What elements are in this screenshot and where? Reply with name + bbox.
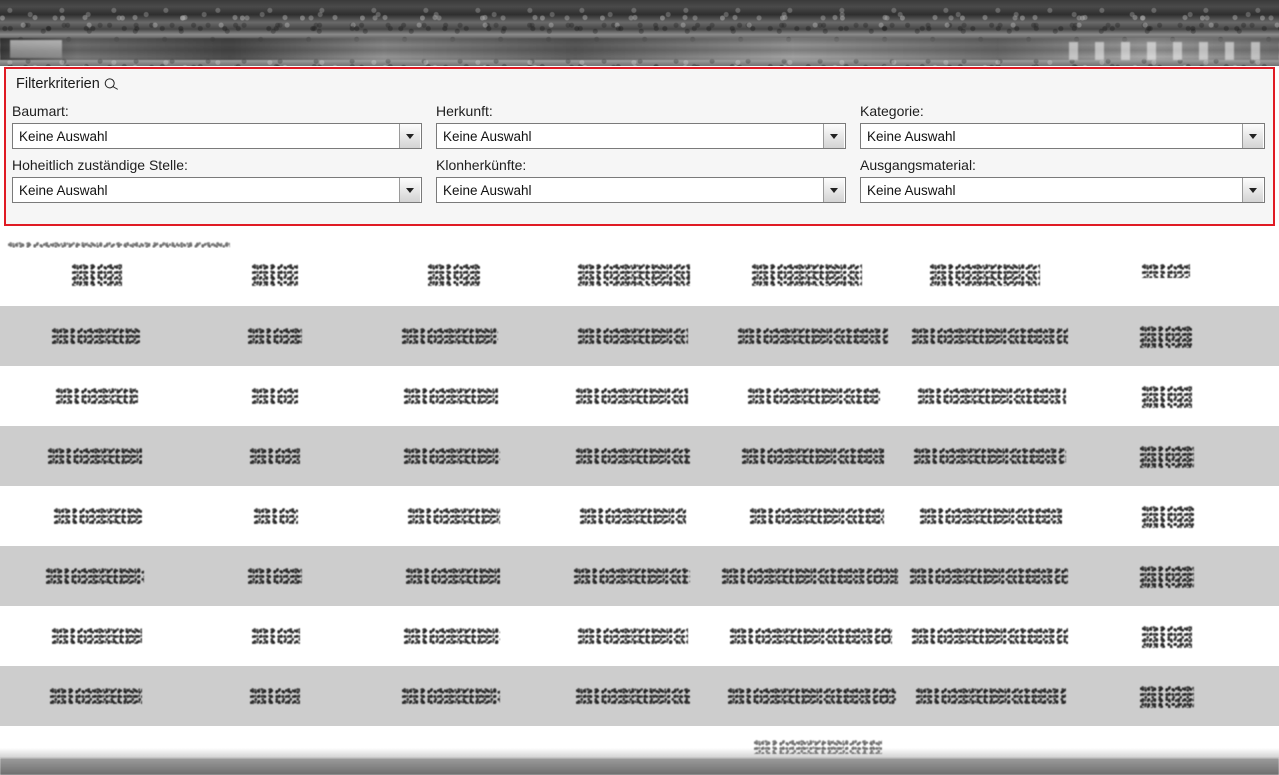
filter-panel-title-text: Filterkriterien (16, 76, 100, 92)
table-header-row (0, 248, 1279, 306)
select-value-herkunft: Keine Auswahl (443, 128, 532, 144)
select-herkunft[interactable] (436, 123, 846, 149)
table-row[interactable] (0, 486, 1279, 546)
chrome-toolbar-icons[interactable] (1069, 42, 1269, 60)
browser-chrome-obscured (0, 0, 1279, 66)
chevron-down-icon[interactable] (823, 178, 844, 202)
filter-fields-grid (6, 103, 1273, 203)
chevron-down-icon[interactable] (823, 124, 844, 148)
select-hoheitlich-zustaendige-stelle[interactable] (12, 177, 422, 203)
chevron-down-icon[interactable] (1242, 124, 1263, 148)
select-klonherkuenfte[interactable] (436, 177, 846, 203)
field-kategorie (854, 103, 1273, 149)
table-row[interactable] (0, 366, 1279, 426)
field-label-kategorie: Kategorie: (860, 103, 924, 119)
table-row[interactable] (0, 426, 1279, 486)
page-bottom-fade (0, 748, 1279, 758)
field-label-baumart: Baumart: (12, 103, 69, 119)
field-ausgangsmaterial (854, 157, 1273, 203)
table-row[interactable] (0, 306, 1279, 366)
table-row[interactable] (0, 666, 1279, 726)
field-klonherkuenfte (430, 157, 854, 203)
select-value-kategorie: Keine Auswahl (867, 128, 956, 144)
select-baumart[interactable] (12, 123, 422, 149)
table-row[interactable] (0, 546, 1279, 606)
select-value-baumart: Keine Auswahl (19, 128, 108, 144)
field-label-hoheitlich-zustaendige-stelle: Hoheitlich zuständige Stelle: (12, 157, 188, 173)
select-value-hoheitlich-zustaendige-stelle: Keine Auswahl (19, 182, 108, 198)
filter-panel-title (16, 76, 118, 92)
browser-tab[interactable] (10, 40, 62, 58)
chevron-down-icon[interactable] (399, 124, 420, 148)
field-label-herkunft: Herkunft: (436, 103, 493, 119)
field-herkunft (430, 103, 854, 149)
chevron-down-icon[interactable] (1242, 178, 1263, 202)
magnifier-icon[interactable] (104, 76, 119, 91)
chevron-down-icon[interactable] (399, 178, 420, 202)
results-table-obscured[interactable] (0, 228, 1279, 758)
field-hoheitlich-zustaendige-stelle (6, 157, 430, 203)
select-ausgangsmaterial[interactable] (860, 177, 1265, 203)
field-baumart (6, 103, 430, 149)
select-value-klonherkuenfte: Keine Auswahl (443, 182, 532, 198)
select-kategorie[interactable] (860, 123, 1265, 149)
field-label-ausgangsmaterial: Ausgangsmaterial: (860, 157, 976, 173)
field-label-klonherkuenfte: Klonherkünfte: (436, 157, 527, 173)
status-bar-obscured (0, 758, 1279, 775)
table-row[interactable] (0, 606, 1279, 666)
filter-criteria-panel (4, 67, 1275, 226)
select-value-ausgangsmaterial: Keine Auswahl (867, 182, 956, 198)
